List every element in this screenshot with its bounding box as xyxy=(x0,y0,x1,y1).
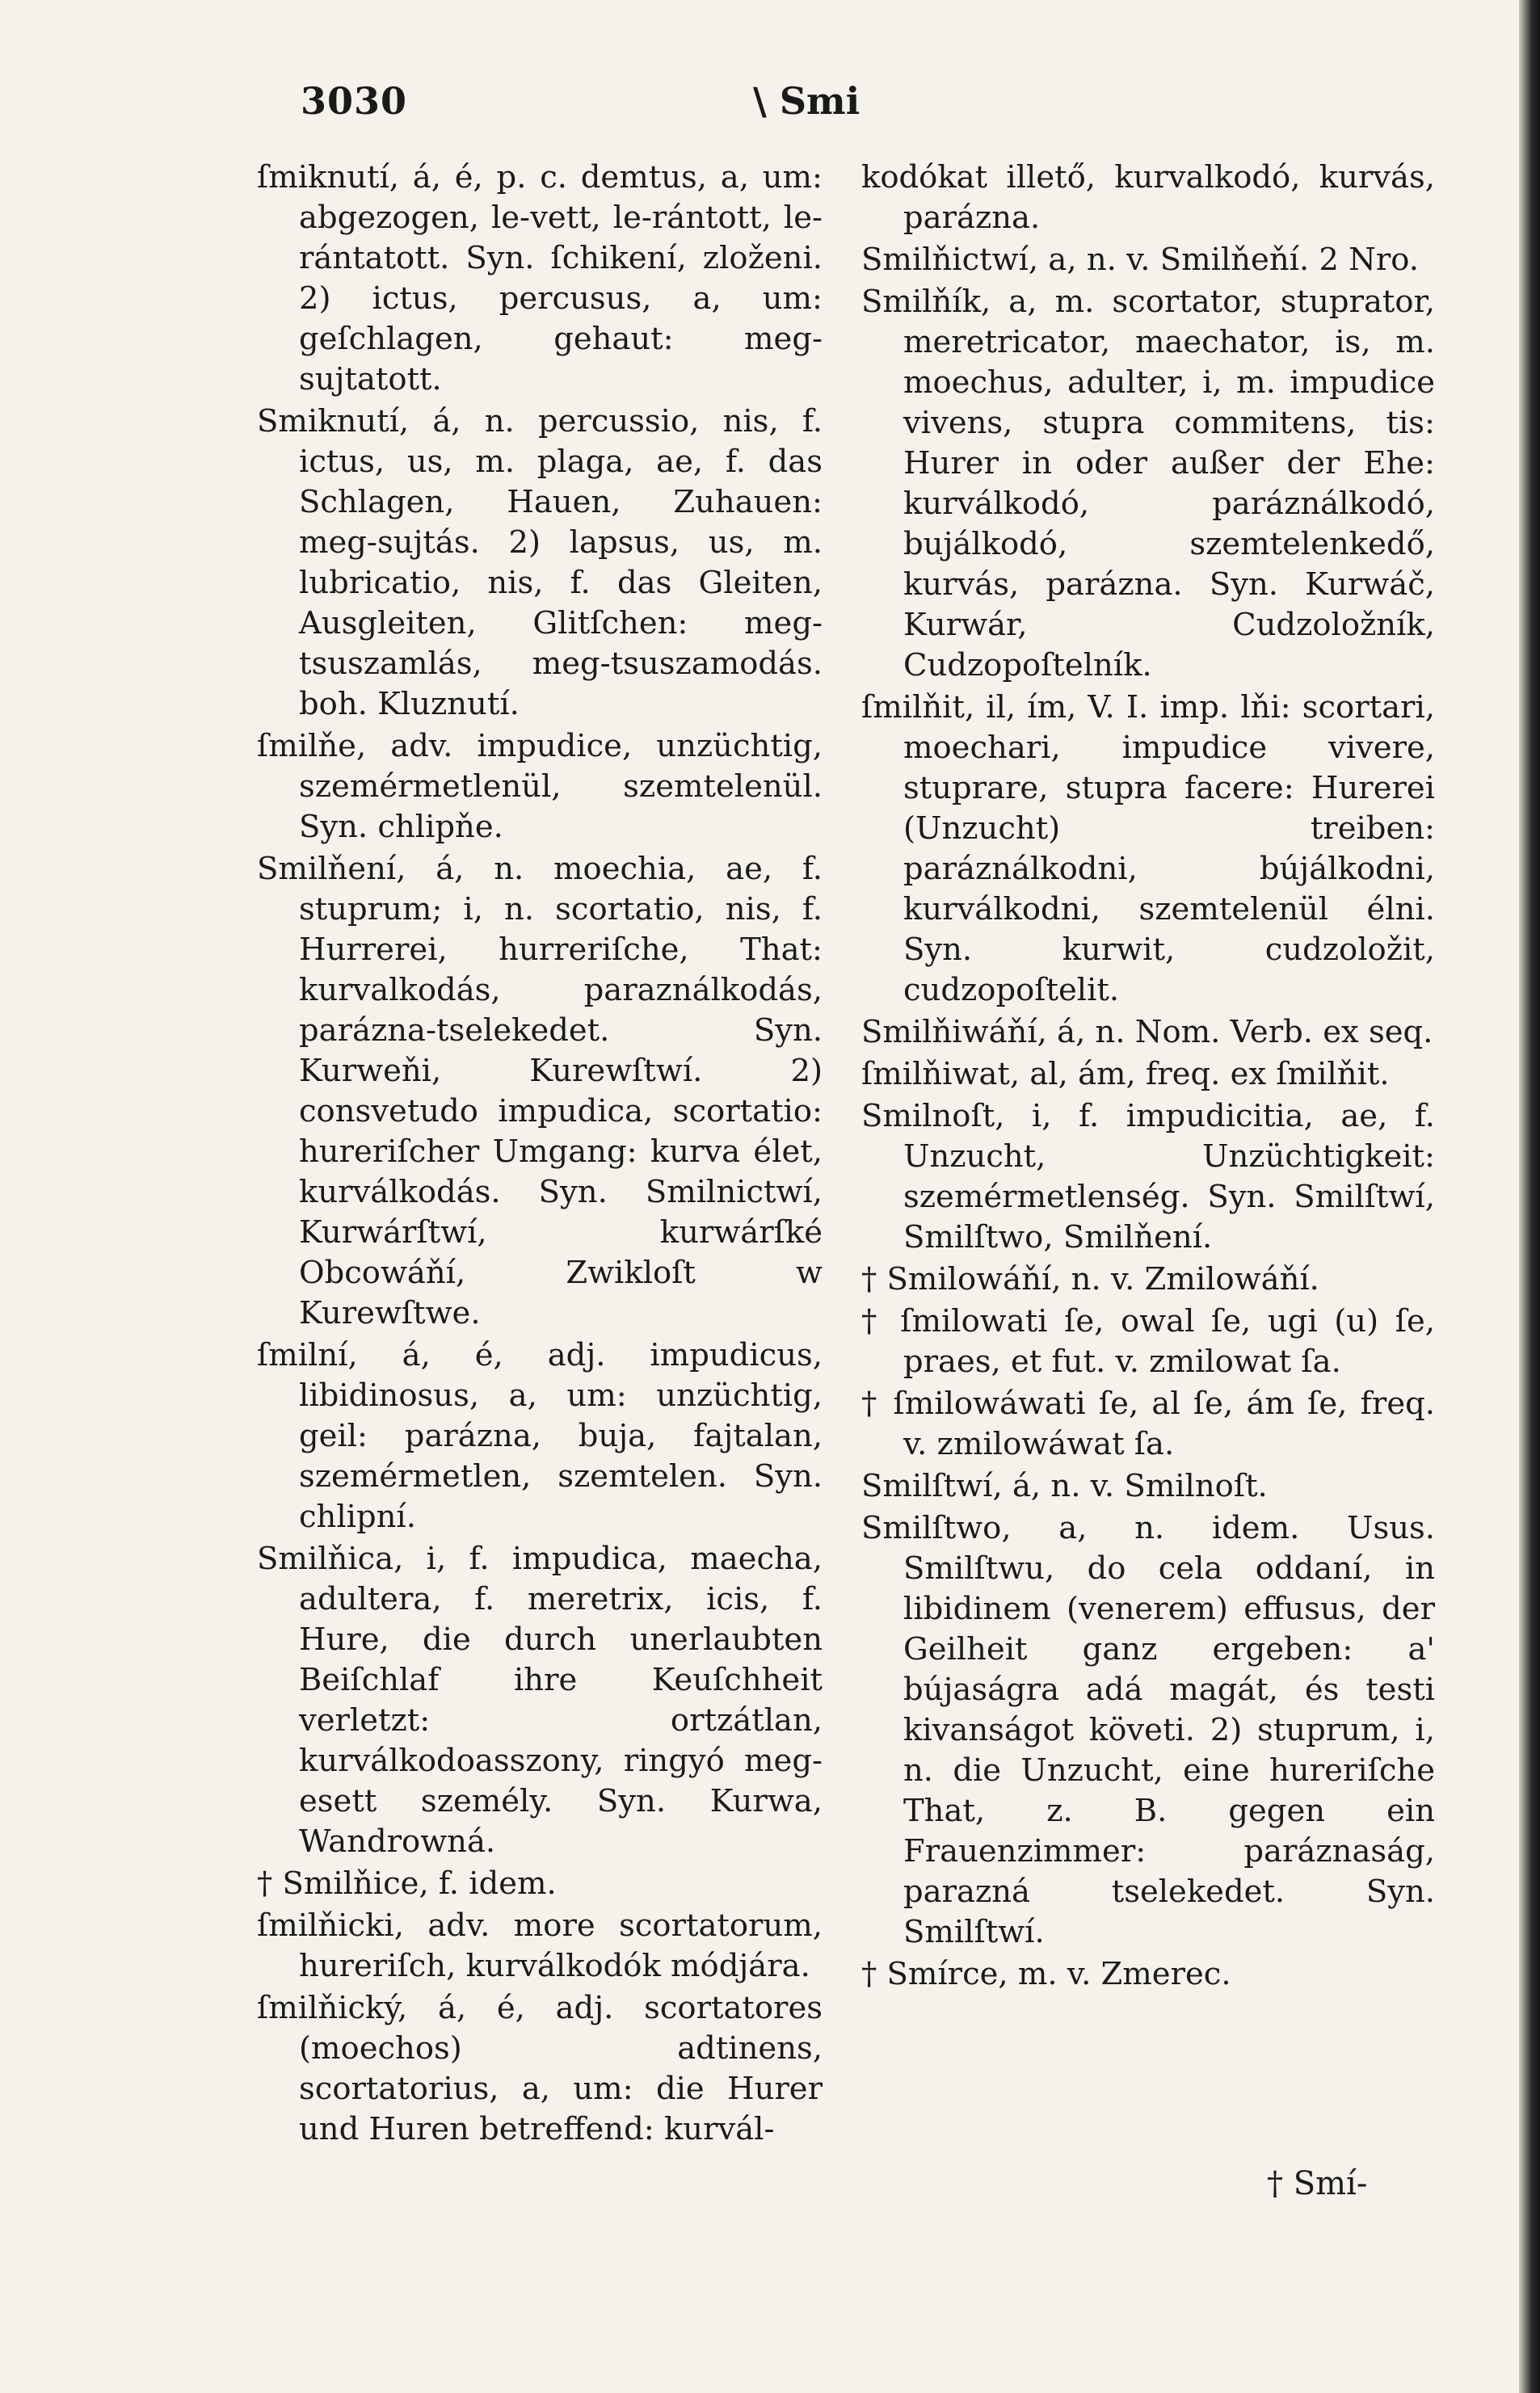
dictionary-entry: Smiknutí, á, n. percussio, nis, f. ictus, us, m. plaga, ae, f. das Schlagen, Hauen, Zuhauen: meg-sujtás. 2) lapsus, us, m. lubricatio, nis, f. das Gleiten, Ausgleiten, Glitſchen: meg-tsuszamlás, meg-tsuszamodás. boh. Kluznutí. xyxy=(257,403,823,722)
dictionary-entry: ſmilňicki, adv. more scortatorum, hureriſch, kurválkodók módjára. xyxy=(257,1907,823,1984)
dictionary-entry: Smilňica, i, f. impudica, maecha, adultera, f. meretrix, icis, f. Hure, die durch unerlaubten Beiſchlaf ihre Keuſchheit verletzt: ortzátlan, kurválkodoasszony, ringyó meg-esett személy. Syn. Kurwa, Wandrowná. xyxy=(257,1541,823,1860)
dictionary-entry: † ſmilowáwati ſe, al ſe, ám ſe, freq. v. zmilowáwat ſa. xyxy=(861,1386,1435,1462)
left-column xyxy=(257,158,823,2151)
dictionary-entry: ſmilní, á, é, adj. impudicus, libidinosus, a, um: unzüchtig, geil: parázna, buja, fajtalan, szemérmetlen, szemtelen. Syn. chlipní. xyxy=(257,1337,823,1535)
dictionary-entry: Smilſtwo, a, n. idem. Usus. Smilſtwu, do cela oddaní, in libidinem (venerem) effusus, der Geilheit ganz ergeben: a' bújaságra adá magát, és testi kivanságot követi. 2) stuprum, i, n. die Unzucht, eine hureriſche That, z. B. gegen ein Frauenzimmer: paráznaság, parazná tselekedet. Syn. Smilſtwí. xyxy=(861,1510,1435,1950)
dictionary-entry: Smilňík, a, m. scortator, stuprator, meretricator, maechator, is, m. moechus, adulter, i, m. impudice vivens, stupra commitens, tis: Hurer in oder außer der Ehe: kurválkodó, paráználkodó, bujálkodó, szemtelenkedő, kurvás, parázna. Syn. Kurwáč, Kurwár, Cudzoložník, Cudzopoſtelník. xyxy=(861,284,1435,683)
dictionary-entry: ſmiknutí, á, é, p. c. demtus, a, um: abgezogen, le-vett, le-rántott, le-rántatott. Syn. ſchikení, zloženi. 2) ictus, percusus, a, um: geſchlagen, gehaut: meg-sujtatott. xyxy=(257,159,823,397)
dictionary-entry: † Smilowáňí, n. v. Zmilowáňí. xyxy=(861,1261,1319,1297)
dictionary-entry: Smilňictwí, a, n. v. Smilňeňí. 2 Nro. xyxy=(861,242,1419,278)
page-number: 3030 xyxy=(301,79,408,123)
dictionary-entry: † Smírce, m. v. Zmerec. xyxy=(861,1956,1231,1992)
dictionary-entry: kodókat illető, kurvalkodó, kurvás, parázna. xyxy=(861,159,1435,236)
dictionary-entry: Smilſtwí, á, n. v. Smilnoſt. xyxy=(861,1468,1268,1504)
catchword: † Smí- xyxy=(1267,2165,1368,2202)
page-edge-shadow xyxy=(1519,0,1540,2393)
dictionary-entry: † Smilňice, f. idem. xyxy=(257,1865,557,1902)
dictionary-entry: ſmilňe, adv. impudice, unzüchtig, szemérmetlenül, szemtelenül. Syn. chlipňe. xyxy=(257,728,823,845)
dictionary-entry: Smilňení, á, n. moechia, ae, f. stuprum; i, n. scortatio, nis, f. Hurrerei, hurreriſche, That: kurvalkodás, paraználkodás, parázna-tselekedet. Syn. Kurweňi, Kurewſtwí. 2) consvetudo impudica, scortatio: hureriſcher Umgang: kurva élet, kurválkodás. Syn. Smilnictwí, Kurwárſtwí, kurwárſké Obcowáňí, Zwikloſt w Kurewſtwe. xyxy=(257,851,823,1331)
page-header xyxy=(301,79,1464,136)
dictionary-entry: † ſmilowati ſe, owal ſe, ugi (u) ſe, praes, et fut. v. zmilowat ſa. xyxy=(861,1303,1435,1380)
running-head: \ Smi xyxy=(753,79,860,123)
right-column xyxy=(861,158,1435,1996)
dictionary-entry: Smilňiwáňí, á, n. Nom. Verb. ex seq. xyxy=(861,1014,1433,1050)
dictionary-entry: ſmilňický, á, é, adj. scortatores (moechos) adtinens, scortatorius, a, um: die Hurer und Huren betreffend: kurvál- xyxy=(257,1990,823,2147)
dictionary-entry: ſmilňit, il, ím, V. I. imp. lňi: scortari, moechari, impudice vivere, stuprare, stupra facere: Hurerei (Unzucht) treiben: paráználkodni, bújálkodni, kurválkodni, szemtelenül élni. Syn. kurwit, cudzoložit, cudzopoſtelit. xyxy=(861,689,1435,1008)
dictionary-entry: ſmilňiwat, al, ám, freq. ex ſmilňit. xyxy=(861,1056,1390,1092)
dictionary-entry: Smilnoſt, i, f. impudicitia, ae, f. Unzucht, Unzüchtigkeit: szemérmetlenség. Syn. Smilſtwí, Smilſtwo, Smilňení. xyxy=(861,1098,1435,1255)
